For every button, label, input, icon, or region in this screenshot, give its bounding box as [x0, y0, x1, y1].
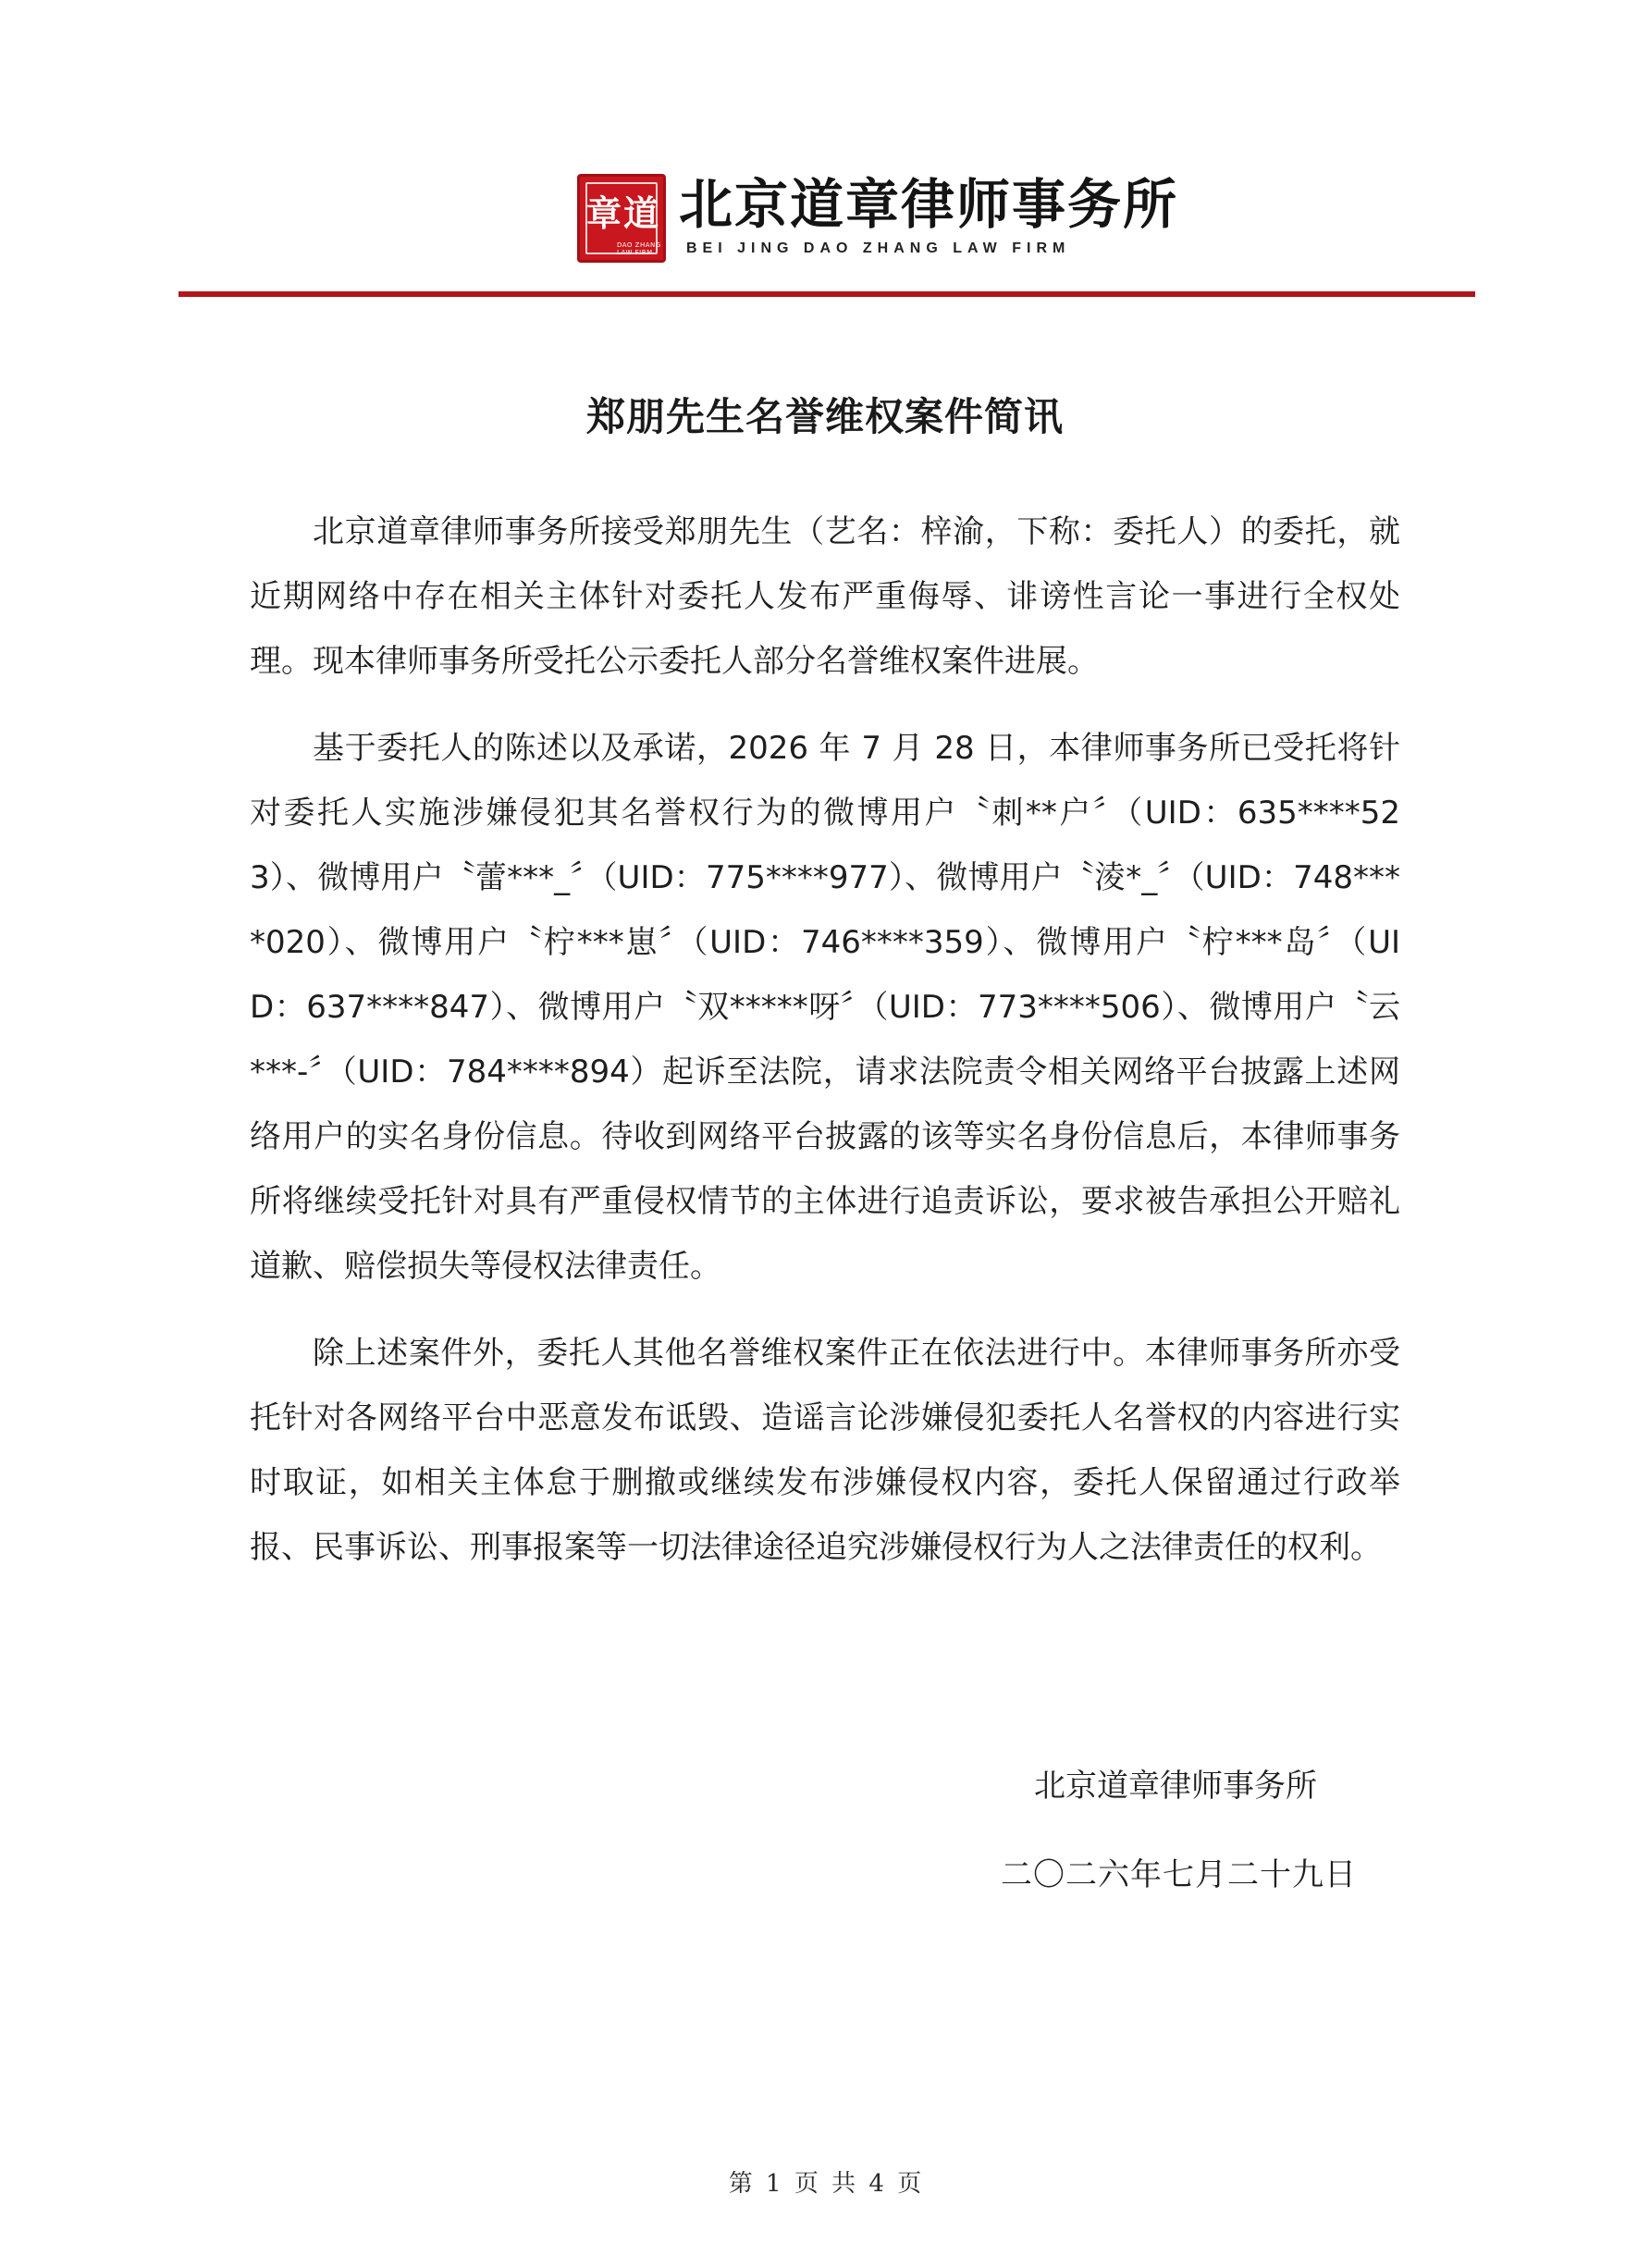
- letterhead: [0, 165, 1650, 266]
- signature-date: 二〇二六年七月二十九日: [1001, 1856, 1357, 1893]
- document-body: [250, 499, 1400, 1602]
- logo-subtext: DAO ZHANG LAW FIRM: [617, 241, 661, 256]
- document-title: 郑朋先生名誉维权案件简讯: [585, 394, 1064, 439]
- firm-name-english: BEI JING DAO ZHANG LAW FIRM: [686, 240, 1071, 256]
- firm-name-chinese: 北京道章律师事务所: [679, 173, 1179, 236]
- page-number: 第 1 页 共 4 页: [728, 2170, 922, 2198]
- header-divider: [179, 291, 1475, 297]
- paragraph-1: 北京道章律师事务所接受郑朋先生（艺名：梓渝，下称：委托人）的委托，就近期网络中存在相关主体针对委托人发布严重侮辱、诽谤性言论一事进行全权处理。现本律师事务所受托公示委托人部分名誉维权案件进展。: [250, 513, 1400, 680]
- logo-char-left: 章: [585, 192, 622, 234]
- signature-firm-name: 北京道章律师事务所: [1034, 1768, 1317, 1805]
- paragraph-2: 基于委托人的陈述以及承诺，2026 年 7 月 28 日，本律师事务所已受托将针对委托人实施涉嫌侵犯其名誉权行为的微博用户〝刺**户〞（UID：635****523）、微博用户〝蕾***_〞（UID：775****977）、微博用户〝淩*_〞（UID：748****020）、微博用户〝柠***崽〞（UID：746****359）、微博用户〝柠***岛〞（UID：637****847）、微博用户〝双*****呀〞（UID：773****506）、微博用户〝云***-〞（UID：784****894）起诉至法院，请求法院责令相关网络平台披露上述网络用户的实名身份信息。待收到网络平台披露的该等实名身份信息后，本律师事务所将继续受托针对具有严重侵权情节的主体进行追责诉讼，要求被告承担公开赔礼道歉、赔偿损失等侵权法律责任。: [250, 730, 1400, 1285]
- paragraph-3: 除上述案件外，委托人其他名誉维权案件正在依法进行中。本律师事务所亦受托针对各网络平台中恶意发布诋毁、造谣言论涉嫌侵犯委托人名誉权的内容进行实时取证，如相关主体怠于删撤或继续发布涉嫌侵权内容，委托人保留通过行政举报、民事诉讼、刑事报案等一切法律途径追究涉嫌侵权行为人之法律责任的权利。: [250, 1335, 1400, 1566]
- firm-logo: [577, 174, 666, 263]
- logo-char-right: 道: [622, 192, 659, 234]
